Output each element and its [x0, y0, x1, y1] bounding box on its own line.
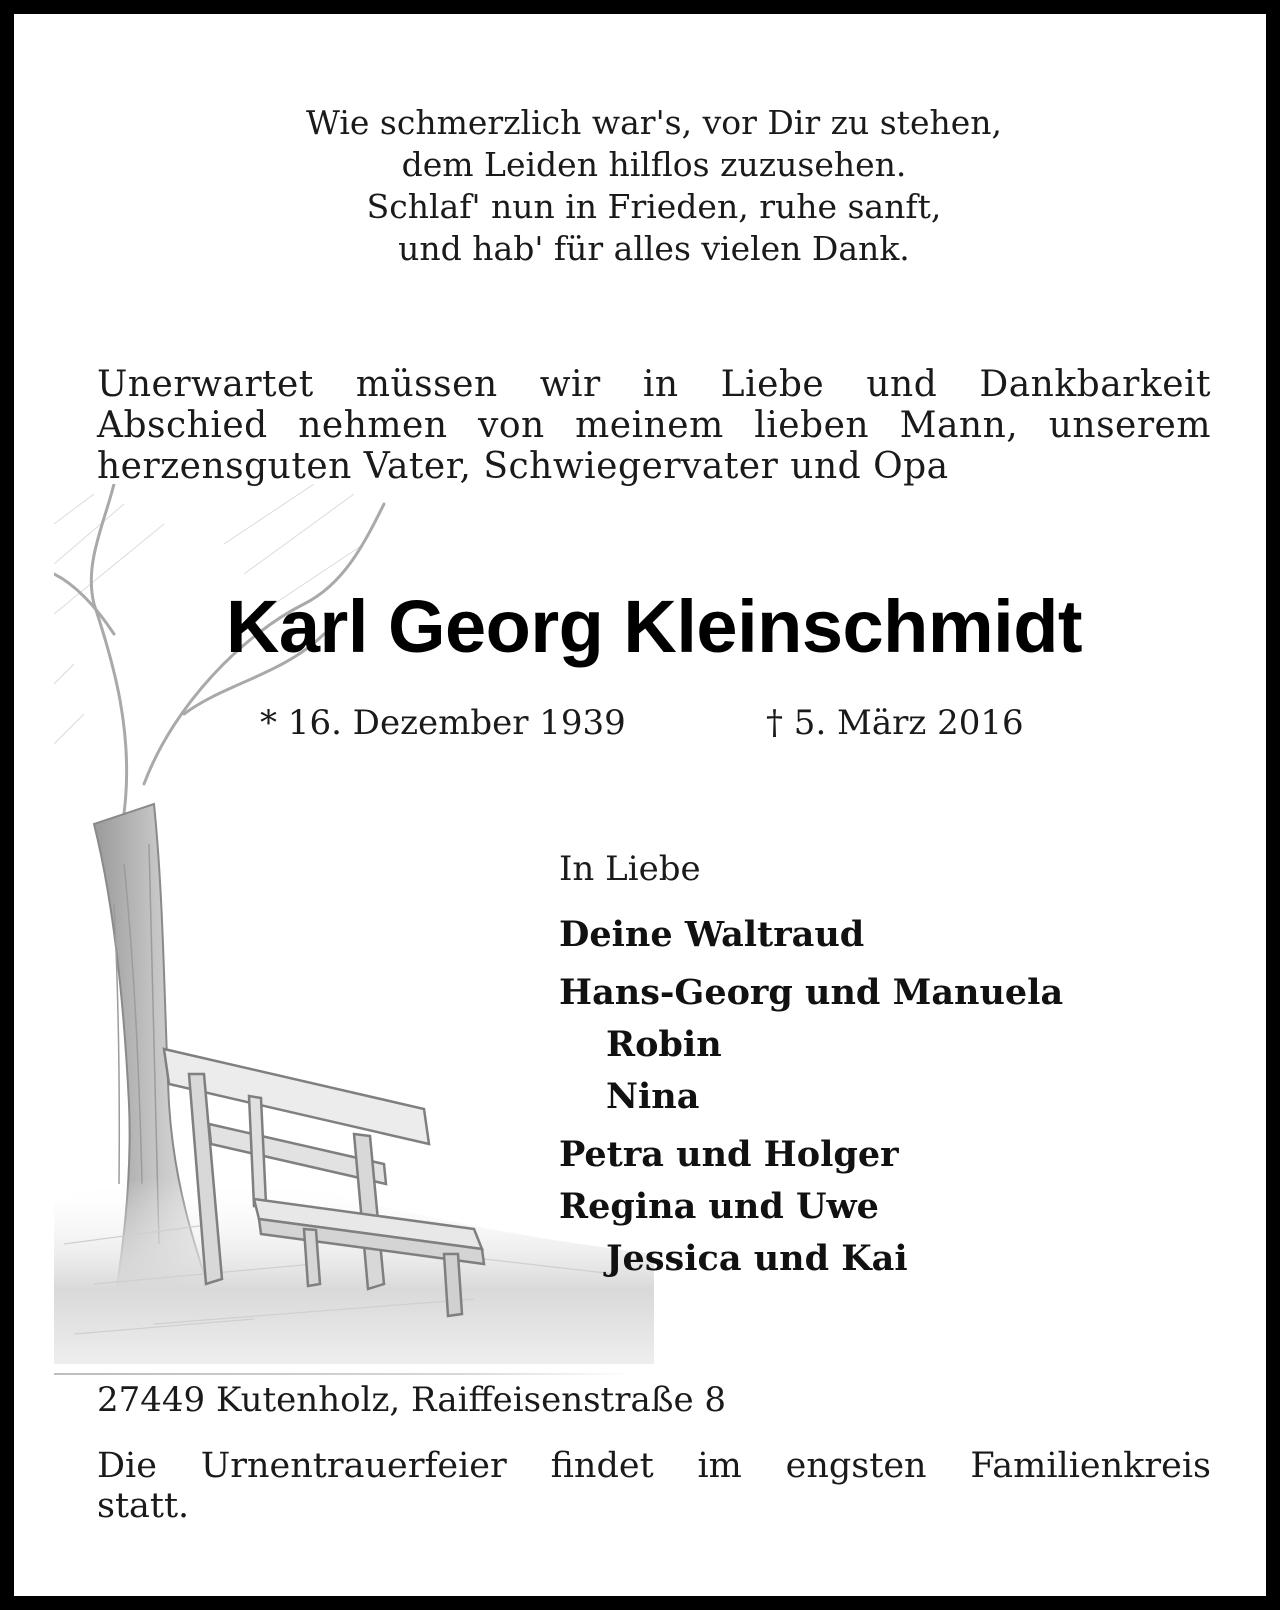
mourner-entry: Hans-Georg und Manuela [559, 972, 1064, 1013]
ceremony-line: statt. [97, 1486, 190, 1526]
ceremony-line: Die Urnentrauerfeier findet im engsten Familienkreis [97, 1446, 1211, 1486]
mourner-entry: Petra und Holger [559, 1134, 899, 1175]
deceased-name: Karl Georg Kleinschmidt [225, 585, 1083, 668]
announcement-line: herzensguten Vater, Schwiegervater und Opa [97, 446, 949, 487]
poem-line: Wie schmerzlich war's, vor Dir zu stehen, [305, 103, 1002, 142]
announcement-line: Abschied nehmen von meinem lieben Mann, unserem [97, 405, 1211, 446]
death-date: † 5. März 2016 [766, 703, 1024, 743]
mourner-entry: Nina [606, 1076, 700, 1117]
poem-line: dem Leiden hilflos zuzusehen. [401, 145, 907, 184]
mourner-entry: Robin [606, 1024, 722, 1065]
mourners-heading: In Liebe [559, 849, 701, 889]
mourner-entry: Deine Waltraud [559, 914, 865, 955]
memorial-poem [14, 102, 1280, 270]
birth-date: * 16. Dezember 1939 [260, 703, 626, 743]
announcement-text [97, 364, 1211, 487]
family-address: 27449 Kutenholz, Raiffeisenstraße 8 [97, 1380, 727, 1420]
ceremony-notice [97, 1446, 1211, 1526]
mourner-entry: Jessica und Kai [606, 1238, 908, 1279]
mourner-entry: Regina und Uwe [559, 1186, 879, 1227]
poem-line: Schlaf' nun in Frieden, ruhe sanft, [366, 187, 942, 226]
poem-line: und hab' für alles vielen Dank. [398, 229, 910, 268]
announcement-line: Unerwartet müssen wir in Liebe und Dankbarkeit [97, 364, 1211, 405]
section-divider [54, 1373, 634, 1375]
